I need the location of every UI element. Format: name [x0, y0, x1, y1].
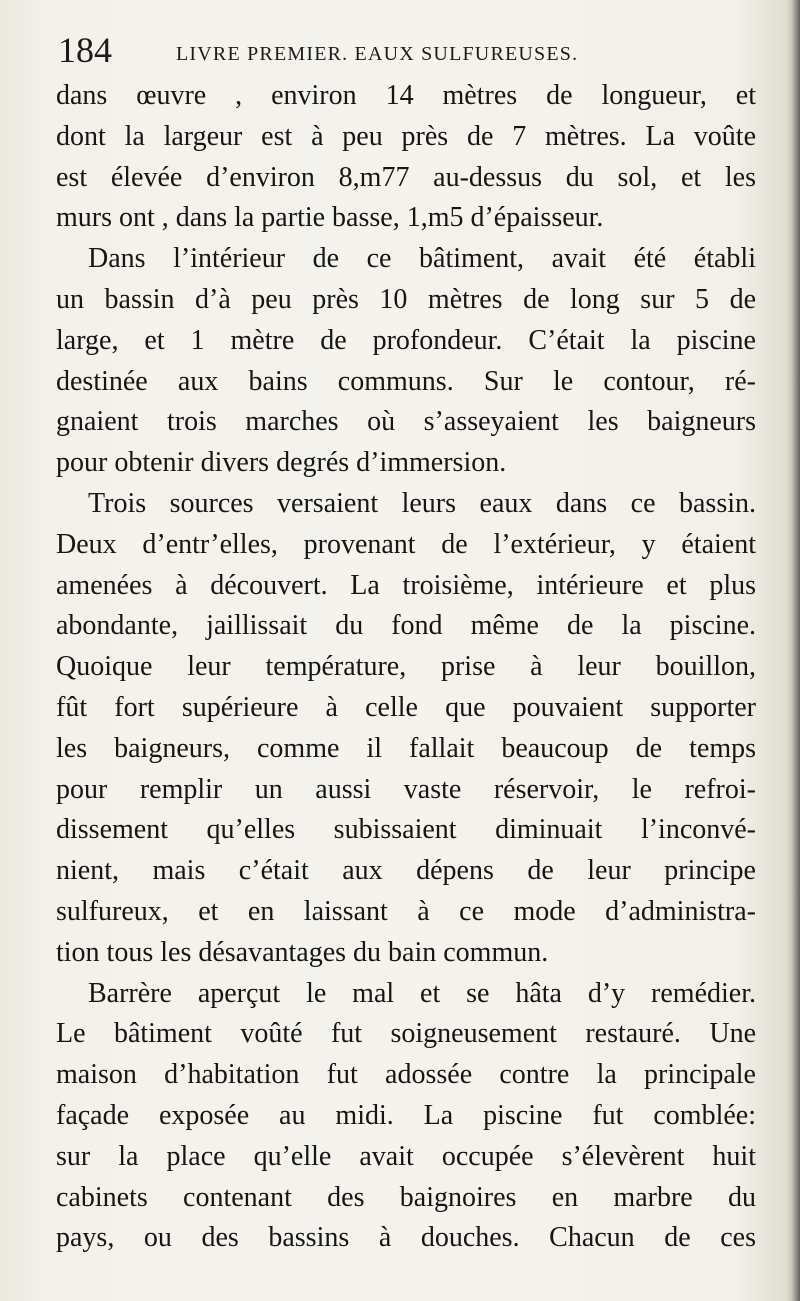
text-line: fût fort supérieure à celle que pouvaient supporter [56, 691, 756, 723]
text-line: Dans l’intérieur de ce bâtiment, avait été établi [88, 243, 756, 275]
text-line: large, et 1 mètre de profondeur. C’était la piscine [56, 324, 756, 356]
text-line: gnaient trois marches où s’asseyaient les baigneurs [56, 406, 756, 438]
page-edge-shadow [786, 0, 800, 1301]
text-line: sur la place qu’elle avait occupée s’élevèrent huit [56, 1140, 756, 1172]
text-line: Le bâtiment voûté fut soigneusement restauré. Une [56, 1018, 756, 1050]
text-line: destinée aux bains communs. Sur le contour, ré- [56, 365, 756, 397]
page-number: 184 [58, 30, 112, 70]
body-text [56, 76, 756, 1259]
text-line: dont la largeur est à peu près de 7 mètres. La voûte [56, 120, 756, 152]
text-line: abondante, jaillissait du fond même de la piscine. [56, 610, 756, 642]
text-line: tion tous les désavantages du bain commun. [56, 936, 549, 968]
text-line: cabinets contenant des baignoires en marbre du [56, 1181, 756, 1213]
text-line: façade exposée au midi. La piscine fut comblée: [56, 1099, 756, 1131]
text-line: Quoique leur température, prise à leur bouillon, [56, 651, 756, 683]
text-line: un bassin d’à peu près 10 mètres de long sur 5 de [56, 283, 756, 315]
text-line: pour obtenir divers degrés d’immersion. [56, 447, 507, 479]
running-title: LIVRE PREMIER. EAUX SULFUREUSES. [176, 43, 579, 65]
text-line: Barrère aperçut le mal et se hâta d’y remédier. [88, 977, 756, 1009]
text-line: maison d’habitation fut adossée contre la principale [56, 1059, 756, 1091]
text-line: pour remplir un aussi vaste réservoir, le refroi- [56, 773, 756, 805]
text-line: nient, mais c’était aux dépens de leur principe [56, 855, 756, 887]
text-line: dans œuvre , environ 14 mètres de longueur, et [56, 80, 756, 111]
text-line: dissement qu’elles subissaient diminuait l’inconvé- [56, 814, 756, 846]
text-line: Deux d’entr’elles, provenant de l’extérieur, y étaient [56, 528, 756, 560]
text-line: est élevée d’environ 8,m77 au-dessus du sol, et les [56, 161, 756, 193]
text-line: murs ont , dans la partie basse, 1,m5 d’épaisseur. [56, 202, 604, 234]
text-line: sulfureux, et en laissant à ce mode d’administra- [56, 895, 756, 927]
text-line: amenées à découvert. La troisième, intérieure et plus [56, 569, 756, 601]
text-line: pays, ou des bassins à douches. Chacun de ces [56, 1222, 756, 1254]
text-line: les baigneurs, comme il fallait beaucoup de temps [56, 732, 756, 764]
text-line: Trois sources versaient leurs eaux dans ce bassin. [88, 487, 756, 519]
page-header [58, 30, 758, 80]
